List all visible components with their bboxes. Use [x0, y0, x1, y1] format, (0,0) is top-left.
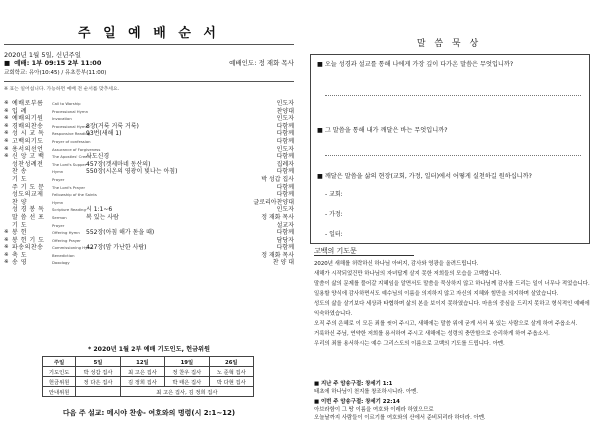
school-line: 교회학교: 유아(10:45) / 유초등부(11:00) — [4, 70, 107, 76]
order-name: 신 앙 고 백 — [12, 153, 45, 161]
order-leader: 다함께 — [276, 229, 294, 237]
order-english: Assurance of Forgiveness — [52, 146, 101, 152]
prayer-line: 거룩하신 주님, 연약한 저희를 용서하여 주시고 새해에는 성령의 충만함으로 승리하게 하여 주옵소서. — [314, 331, 550, 337]
confession-prayer-body — [314, 259, 592, 349]
order-leader: 찬 양 대 — [272, 259, 294, 267]
worship-order-column — [4, 6, 294, 418]
confession-prayer-divider — [314, 255, 414, 256]
duty-cell: 김 정희 집사 — [120, 377, 164, 387]
order-name: 축 도 — [12, 251, 27, 259]
this-week-verse — [314, 398, 592, 422]
worship-order-item — [4, 153, 294, 161]
order-detail: 550장(시온의 영광이 빛나는 아침) — [86, 168, 178, 176]
answer-line — [325, 95, 581, 96]
this-week-verse-text-2: 오늘날까지 사람들이 이르기를 여호와의 산에서 준비되리라 하더라. 아멘. — [314, 415, 486, 421]
order-english: Hymn — [52, 169, 64, 175]
order-name: 예배로부름 — [12, 100, 44, 107]
order-detail: 93번(새해 1) — [86, 130, 122, 138]
order-english: Offering Hymn — [52, 230, 80, 236]
table-row — [43, 367, 254, 377]
order-name: 주 기 도 문 — [12, 183, 45, 191]
order-leader: 정 재화 목사 — [261, 213, 294, 221]
order-name: 성 시 교 독 — [12, 130, 45, 138]
date-line: 2020년 1월 5일, 신년주일 — [4, 51, 82, 59]
order-detail: 복 있는 사람 — [86, 213, 119, 221]
order-leader: 다함께 — [276, 168, 294, 176]
order-name: 기 도 — [12, 175, 27, 183]
order-english: Benediction — [52, 252, 75, 258]
meditation-column — [302, 6, 596, 421]
order-name: 고백의기도 — [12, 137, 44, 145]
order-name: 찬 송 — [12, 168, 27, 176]
order-english: Offering Prayer — [52, 237, 81, 243]
worship-order-item — [4, 222, 294, 230]
meditation-title: 말 씀 묵 상 — [416, 39, 482, 49]
order-mark: ※ — [4, 153, 9, 160]
order-name: 경배의찬송 — [12, 122, 44, 130]
order-leader: 인도자 — [276, 115, 294, 123]
last-week-verse-head: ■ 지난 주 암송구절: 창세기 1:1 — [314, 381, 393, 387]
order-mark: ※ — [4, 145, 9, 152]
order-leader: 다함께 — [276, 153, 294, 161]
order-leader: 담당자 — [276, 236, 294, 244]
worship-order-item — [4, 138, 294, 146]
duty-header-cell: 26일 — [209, 357, 253, 367]
duty-cell: 박 태은 집사 — [165, 377, 209, 387]
answer-church: - 교회: — [325, 191, 343, 198]
order-name: 예배의기원 — [12, 115, 44, 123]
duty-table — [42, 356, 254, 397]
order-leader: 집례자 — [276, 160, 294, 168]
duty-table-header — [43, 357, 254, 367]
prayer-line: 새해가 시작되었건만 하나님의 자녀답게 살지 못한 저희들의 모습을 고백합니다. — [314, 271, 502, 277]
confession-prayer-heading: 고백의 기도문 — [314, 247, 357, 255]
question-2: ■ 그 말씀을 통해 내가 깨달은 바는 무엇입니까? — [317, 127, 448, 134]
title-divider — [4, 44, 294, 45]
order-name: 입 례 — [12, 107, 27, 115]
duty-cell: 정 찬우 집사 — [165, 367, 209, 377]
order-mark: ※ — [4, 100, 9, 106]
order-name: 기 도 — [12, 221, 27, 229]
order-english: Prayer of confession — [52, 138, 91, 144]
order-leader: 인도자 — [276, 145, 294, 153]
order-leader: 정 재화 목사 — [261, 251, 294, 259]
order-mark: ※ — [4, 236, 9, 243]
order-name: 봉 헌 — [12, 229, 27, 237]
order-detail: 시 1:1~6 — [86, 206, 113, 214]
worship-order-item — [4, 168, 294, 176]
duty-header-cell: 12일 — [120, 357, 164, 367]
worship-order-item — [4, 199, 294, 207]
worship-order-item — [4, 252, 294, 260]
prayer-line: 오직 주의 은혜로 이 모든 죄를 씻어 주시고, 새해에는 말씀 위에 굳게 서서 복 있는 사람으로 살게 하여 주옵소서. — [314, 321, 578, 327]
order-english: Processional Hymn — [52, 123, 88, 129]
order-mark: ※ — [4, 122, 9, 129]
order-mark: ※ — [4, 137, 9, 144]
order-leader: 찬양대 — [276, 107, 294, 115]
answer-home: - 가정: — [325, 211, 343, 218]
prayer-line: 일용할 양식에 감사하면서도 예수님의 이름을 의지하지 않고 자신의 지혜와 힘만을 의지하며 살았습니다. — [314, 291, 559, 297]
order-name: 용서의선언 — [12, 145, 44, 153]
order-detail: 552장(아침 해가 돋을 때) — [86, 229, 155, 237]
order-mark: ※ — [4, 259, 9, 266]
header-divider — [4, 81, 294, 82]
order-name: 성찬성례전 — [12, 160, 44, 168]
order-detail: 8장(거룩 거룩 거룩) — [86, 122, 139, 130]
order-english: The Apostles' Creed — [52, 154, 90, 160]
order-name: 파송의찬송 — [12, 244, 44, 252]
worship-order-item — [4, 108, 294, 116]
order-name: 찬 양 — [12, 198, 27, 206]
order-english: Sermon — [52, 214, 67, 220]
worship-order-item — [4, 100, 294, 108]
order-english: Responsive Reading — [52, 131, 91, 137]
order-english: Commissioning Hymn — [52, 245, 94, 251]
order-mark: ※ — [4, 107, 9, 114]
prayer-line: 우리의 죄를 용서하시는 예수 그리스도의 이름으로 고백의 기도를 드립니다. 아멘. — [314, 341, 505, 347]
order-english: Scripture Reading — [52, 207, 86, 213]
order-english: Hymn — [52, 199, 64, 205]
duty-cell: 안내위원 — [43, 387, 76, 397]
order-english: Prayer — [52, 176, 65, 182]
order-english: Call to Worship — [52, 101, 81, 106]
order-leader: 다함께 — [276, 122, 294, 130]
duty-cell: 노 준혁 집사 — [209, 367, 253, 377]
prayer-line: 성도의 삶을 살기보다 세상과 타협하며 삶의 본을 보이지 못하였습니다. 마음의 중심을 드리지 못하고 형식적인 예배에 익숙하였습니다. — [314, 301, 590, 317]
worship-order-item — [4, 229, 294, 237]
worship-order-list — [4, 100, 294, 267]
order-english: Processional Hymn — [52, 108, 88, 114]
order-leader: 박 성갑 집사 — [261, 175, 294, 183]
order-name: 말 씀 선 포 — [12, 213, 45, 221]
this-week-verse-head: ■ 이번 주 암송구절: 창세기 22:14 — [314, 399, 400, 405]
question-3: ■ 깨달은 말씀을 삶의 현장(교회, 가정, 일터)에서 어떻게 실천하길 원하십니까? — [317, 173, 532, 180]
page-title: 주 일 예 배 순 서 — [78, 26, 220, 41]
duty-cell: 박 다현 집사 — [209, 377, 253, 387]
order-english: Doxology — [52, 260, 70, 266]
worship-order-item — [4, 206, 294, 214]
last-week-verse-text: 태초에 하나님이 천지를 창조하시니라. 아멘. — [314, 389, 419, 395]
order-english: The Lord's Supper — [52, 161, 87, 167]
duty-header-cell: 주일 — [43, 357, 76, 367]
duty-cell: 최 고은 집사, 김 정희 집사 — [120, 387, 253, 397]
last-week-verse — [314, 380, 592, 396]
order-detail: 457장(겟세마네 동산의) — [86, 160, 151, 168]
question-1: ■ 오늘 성경과 설교를 통해 나에게 가장 깊이 다가온 말씀은 무엇입니까? — [317, 61, 514, 68]
worship-order-item — [4, 184, 294, 192]
order-leader: 설교자 — [276, 221, 294, 229]
this-week-verse-text-1: 아브라함이 그 땅 이름을 여호와 이레라 하였으므로 — [314, 407, 434, 413]
worship-order-item — [4, 244, 294, 252]
worship-order-item — [4, 237, 294, 245]
answer-work: - 일터: — [325, 231, 343, 238]
answer-line — [325, 155, 581, 156]
order-mark: ※ — [4, 244, 9, 251]
duty-cell: 정 다은 집사 — [76, 377, 120, 387]
duty-cell: 최 고은 집사 — [120, 367, 164, 377]
next-week-sermon: 다음 주 설교: 메시야 찬송- 여호와의 명령(시 2:1~12) — [62, 409, 236, 417]
order-name: 성도의교제 — [12, 191, 44, 199]
order-english: Prayer — [52, 222, 65, 228]
order-leader: 다함께 — [276, 191, 294, 199]
order-english: Invocation — [52, 116, 72, 122]
order-leader: 인도자 — [276, 206, 294, 214]
table-row — [43, 377, 254, 387]
worship-order-item — [4, 115, 294, 123]
worship-order-item — [4, 259, 294, 267]
order-english: Fellowship of the Saints — [52, 192, 97, 198]
order-mark: ※ — [4, 229, 9, 236]
order-name: 봉 헌 기 도 — [12, 236, 45, 244]
worship-order-item — [4, 191, 294, 199]
order-leader: 다함께 — [276, 137, 294, 145]
order-english: The Lord's Prayer — [52, 184, 86, 190]
worship-order-item — [4, 123, 294, 131]
order-leader: 글로리아찬양대 — [253, 198, 294, 206]
order-mark: ※ — [4, 130, 9, 137]
duty-cell — [76, 387, 120, 397]
service-times — [4, 59, 294, 67]
worship-order-item — [4, 146, 294, 154]
meditation-box — [310, 54, 590, 244]
order-name: 성 경 봉 독 — [12, 206, 45, 214]
worship-order-item — [4, 176, 294, 184]
worship-order-item — [4, 214, 294, 222]
order-mark: ※ — [4, 251, 9, 258]
order-leader: 인도자 — [276, 100, 294, 107]
order-mark: ※ — [4, 115, 9, 122]
duty-header-cell: 19일 — [165, 357, 209, 367]
service-label: 예배: 1부 09:15 2부 11:00 — [14, 59, 102, 67]
prayer-leader-title: * 2020년 1월 2부 예배 기도인도, 헌금위원 — [87, 346, 211, 353]
standing-notice: ※ 표는 일어섭니다. 가능하면 예배 전 순서를 맞추세요. — [4, 87, 120, 92]
duty-cell: 헌금위원 — [43, 377, 76, 387]
prayer-line: 말씀이 삶의 문제를 풀어갈 지혜임을 알면서도 말씀을 묵상하지 않고 하나님께 감사를 드리는 일이 너무나 적었습니다. — [314, 281, 590, 287]
order-detail: 사도신경 — [86, 153, 110, 161]
order-name: 송 영 — [12, 259, 27, 267]
service-mark: ■ — [4, 59, 11, 67]
duty-cell: 기도인도 — [43, 367, 76, 377]
duty-cell: 박 성갑 집사 — [76, 367, 120, 377]
worship-order-item — [4, 130, 294, 138]
duty-header-cell: 5일 — [76, 357, 120, 367]
prayer-line: 2020년 새해를 허락하신 하나님 아버지, 감사와 영광을 올려드립니다. — [314, 261, 479, 267]
table-row — [43, 387, 254, 397]
order-detail: 427장(맘 가난한 사람) — [86, 244, 147, 252]
service-leader: 예배인도: 정 재화 목사 — [229, 59, 294, 67]
order-leader: 다함께 — [276, 244, 294, 252]
order-leader: 다함께 — [276, 130, 294, 138]
order-leader: 다함께 — [276, 183, 294, 191]
